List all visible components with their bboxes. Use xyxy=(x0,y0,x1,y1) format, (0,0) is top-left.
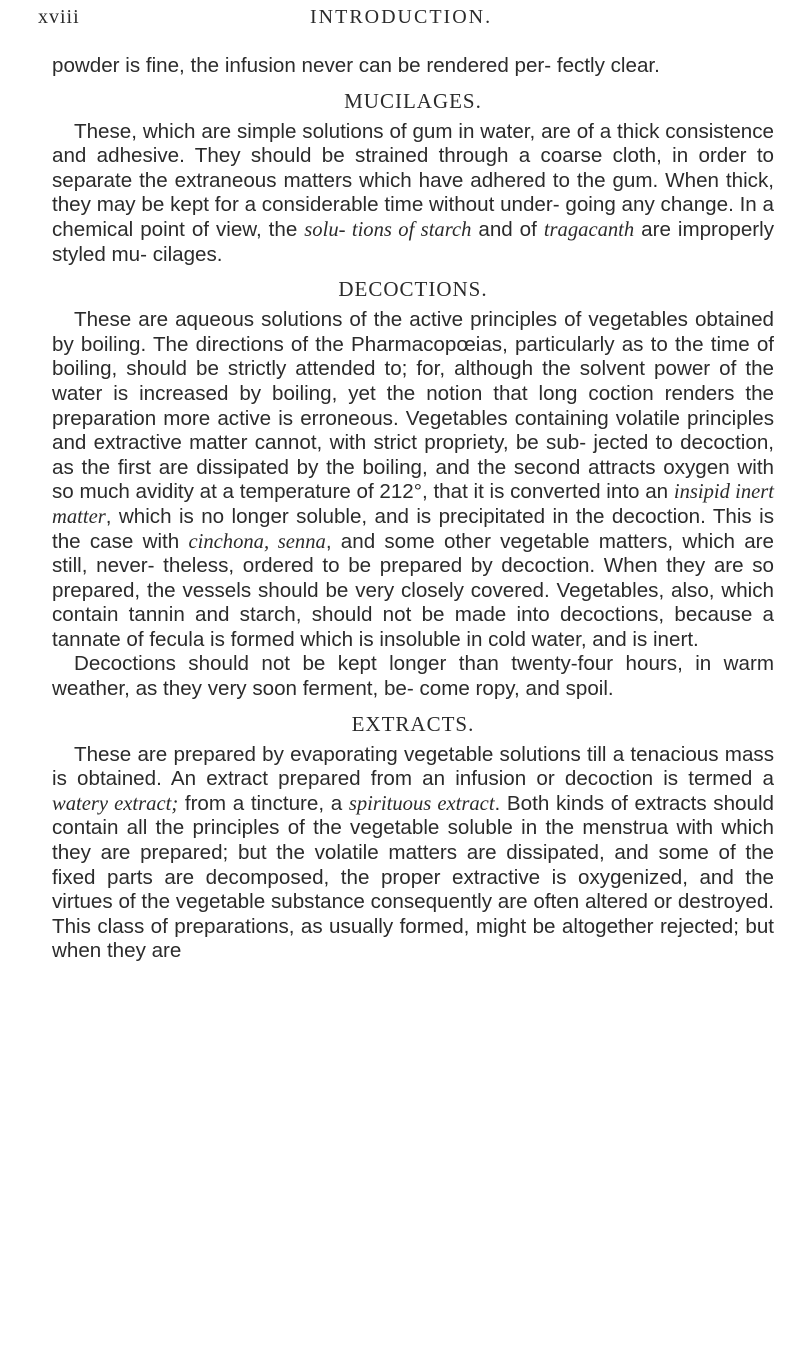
page-number: xviii xyxy=(38,6,80,28)
extracts-paragraph: These are prepared by evaporating vegetable solutions till a tenacious mass is obtained. An extract prepared from an infusion or decoction is termed a watery extract; from a tincture, a spirituous extract. Both kinds of extracts should contain all the principles of the vegetable soluble in the menstrua with which they are prepared; but the volatile matters are dissipated, and some of the fixed parts are decomposed, the proper extractive is oxygenized, and the virtues of the vegetable substance consequently are often altered or destroyed. This class of preparations, as usually formed, might be altogether rejected; but when they are xyxy=(52,742,774,963)
heading-decoctions: DECOCTIONS. xyxy=(338,277,488,302)
body-text xyxy=(52,54,774,964)
running-header xyxy=(38,6,778,36)
decoctions-paragraph: These are aqueous solutions of the active principles of vegetables obtained by boiling. The directions of the Pharmacopœias, particularly as to the time of boiling, should be strictly attended to; for, although the solvent power of the water is increased by boiling, yet the notion that long coction renders the preparation more active is erroneous. Vegetables containing volatile principles and extractive matter cannot, with strict propriety, be sub- jected to decoction, as the first are dissipated by the boiling, and the second attracts oxygen with so much avidity at a temperature of 212°, that it is converted into an insipid inert matter, which is no longer soluble, and is precipitated in the decoction. This is the case with cinchona, senna, and some other vegetable matters, which are still, never- theless, ordered to be prepared by decoction. When they are so prepared, the vessels should be very closely covered. Vegetables, also, which contain tannin and starch, should not be made into decoctions, because a tannate of fecula is formed which is insoluble in cold water, and is inert. xyxy=(52,308,774,651)
continuation-paragraph: powder is fine, the infusion never can be rendered per- fectly clear. xyxy=(52,54,660,77)
running-title: INTRODUCTION. xyxy=(310,6,493,28)
heading-mucilages: MUCILAGES. xyxy=(344,88,482,113)
heading-extracts: EXTRACTS. xyxy=(351,711,475,736)
mucilages-paragraph: These, which are simple solutions of gum in water, are of a thick consistence and adhesive. They should be strained through a coarse cloth, in order to separate the extraneous matters which have adhered to the gum. When thick, they may be kept for a considerable time without under- going any change. In a chemical point of view, the solu- tions of starch and of tragacanth are improperly styled mu- cilages. xyxy=(52,119,775,266)
decoctions-paragraph-2: Decoctions should not be kept longer than twenty-four hours, in warm weather, as they very soon ferment, be- come ropy, and spoil. xyxy=(52,652,774,701)
